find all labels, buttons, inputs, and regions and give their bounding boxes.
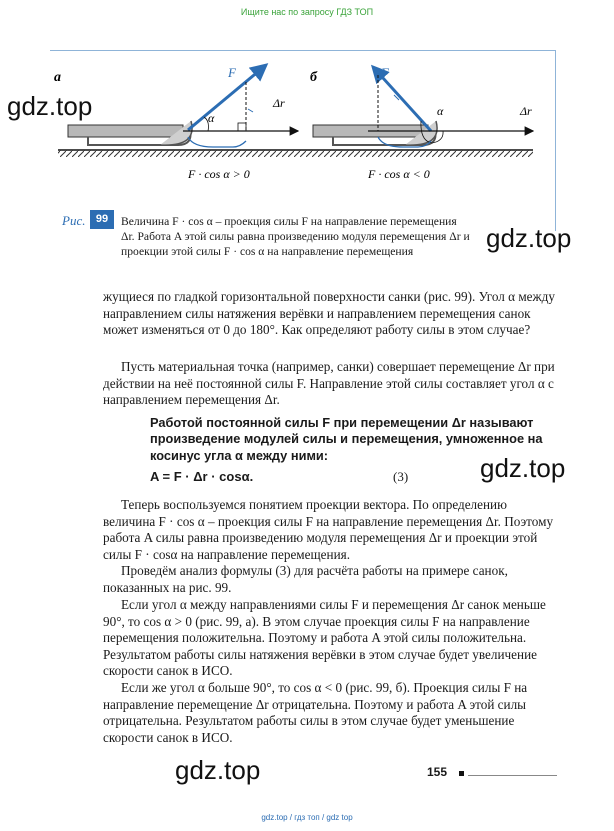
sled-b bbox=[313, 121, 437, 145]
formula-number: (3) bbox=[393, 469, 409, 484]
formula-label-b: F · cos α < 0 bbox=[368, 167, 430, 181]
figure-ris-label: Рис. bbox=[62, 213, 86, 228]
paragraph-3: Теперь воспользуемся понятием проекции вектора. По определению величина F · cos α – проекция силы F на направление перемещения Δr. Поэтому работа A силы равна произведению модуля перемещения Δr и проекции этой силы F · cosα на направление перемещения. bbox=[103, 497, 554, 562]
displacement-label-b: Δr bbox=[520, 104, 532, 118]
label-b: б bbox=[310, 70, 317, 85]
figure-number-badge: 99 bbox=[90, 210, 114, 229]
footer-link[interactable]: gdz.top / гдз топ / gdz top bbox=[261, 813, 353, 822]
header-link[interactable]: Ищите нас по запросу ГДЗ ТОП bbox=[240, 7, 374, 17]
displacement-label-a: Δr bbox=[273, 96, 285, 110]
work-definition: Работой постоянной силы F при перемещении Δr называют произведение модулей силы и перемещения, умноженное на косинус угла α между ними: bbox=[150, 415, 543, 463]
force-label-a: F bbox=[228, 65, 236, 80]
label-a: а bbox=[54, 70, 61, 85]
page-marker bbox=[459, 771, 464, 776]
paragraph-2: Пусть материальная точка (например, санки) совершает перемещение Δr при действии на неё постоянной силы F. Направление этой силы составляет угол α с направлением перемещения Δr. bbox=[103, 359, 555, 408]
formula-label-a: F · cos α > 0 bbox=[188, 167, 250, 181]
force-vector-a bbox=[188, 65, 266, 130]
page-rule bbox=[468, 775, 557, 776]
paragraph-5: Если угол α между направлениями силы F и перемещения Δr санок меньше 90°, то cos α > 0 (рис. 99, а). В этом случае проекция силы F на направление перемещения положительна. Поэтому и работа A этой силы положительна. Результатом работы силы натяжения верёвки в этом случае будет увеличение скорости санок в ИСО. bbox=[103, 597, 546, 679]
figure-99-diagram bbox=[48, 55, 558, 185]
watermark: gdz.top bbox=[480, 453, 566, 483]
paragraph-1: жущиеся по гладкой горизонтальной поверхности санки (рис. 99). Угол α между направлением силы натяжения верёвки и направлением перемещения санок может изменяться от 0 до 180°. Как определяют работу силы в этом случае? bbox=[103, 289, 555, 338]
watermark: gdz.top bbox=[7, 91, 93, 121]
work-formula: A = F · Δr · cosα. bbox=[150, 469, 254, 484]
page-number: 155 bbox=[427, 765, 448, 779]
force-tick-a bbox=[248, 109, 253, 112]
watermark: gdz.top bbox=[486, 223, 572, 253]
projection-brace-a bbox=[188, 137, 246, 147]
angle-label-b: α bbox=[437, 104, 444, 118]
paragraph-6: Если же угол α больше 90°, то cos α < 0 (рис. 99, б). Проекция силы F на направление перемещение Δr отрицательна. Поэтому и работа A этой силы отрицательна. Результатом работы силы в этом случае будет уменьшение скорости санок в ИСО. bbox=[103, 680, 528, 745]
ground-hatch bbox=[58, 150, 533, 157]
figure-caption: Величина F · cos α – проекция силы F на направление перемещения Δr. Работа A этой силы равна произведению модуля перемещения Δr и проекции этой силы F · cos α на направление перемещения bbox=[121, 215, 470, 259]
angle-label-a: α bbox=[208, 111, 215, 125]
paragraph-4: Проведём анализ формулы (3) для расчёта работы на примере санок, показанных на рис. 99. bbox=[103, 563, 508, 595]
force-label-b: F bbox=[381, 65, 389, 80]
sled-a bbox=[68, 121, 192, 145]
watermark: gdz.top bbox=[175, 755, 261, 785]
